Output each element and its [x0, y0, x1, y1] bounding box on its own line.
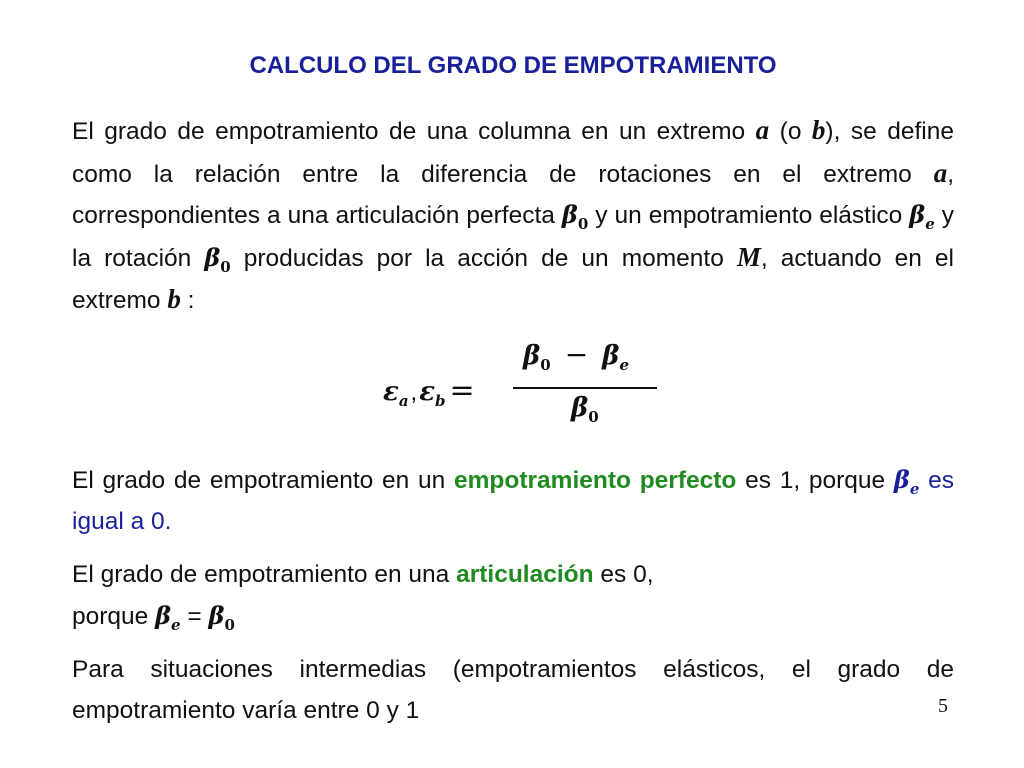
definition-paragraph: El grado de empotramiento de una columna en un extremo a (o b), se define como la relación entre la diferencia de rotaciones en el extremo a, correspondientes a una articulación perfecta $\beta_0$ y un empotramiento elástico $\beta_e$ y la rotación $\beta_0$ producidas por la acción de un momento M, actuando en el extremo b : — [72, 115, 954, 314]
intermediate-paragraph: Para situaciones intermedias (empotramientos elásticos, el grado de empotramiento varía entre 0 y 1 — [72, 656, 954, 724]
symbol-a: a — [933, 157, 948, 188]
beta-0-symbol: $\beta_0$ — [208, 600, 235, 634]
symbol-b: b — [167, 284, 181, 314]
slide-title: CALCULO DEL GRADO DE EMPOTRAMIENTO — [249, 52, 777, 79]
page-number: 5 — [938, 695, 948, 717]
beta-0-symbol: $\beta_0$ — [561, 200, 589, 233]
formula-denominator: $\beta_0$ — [571, 393, 599, 426]
beta-e-symbol: $\beta_e$ — [155, 600, 181, 634]
formula-lhs: $\varepsilon_a,\varepsilon_b$ = — [383, 373, 475, 410]
highlight-empotramiento-perfecto: empotramiento perfecto — [454, 467, 737, 494]
fraction-bar — [513, 387, 657, 389]
symbol-a: a — [755, 115, 770, 145]
beta-e-symbol: $\beta_e$ — [893, 465, 920, 498]
beta-e-symbol: $\beta_e$ — [909, 200, 935, 233]
blue-clause: $\beta_e$ es igual a 0. — [72, 465, 954, 535]
symbol-b: b — [811, 115, 826, 145]
perfect-fixity-paragraph: El grado de empotramiento en un empotramiento perfecto es 1, porque $\beta_e$ es igual a 0. — [72, 465, 954, 535]
formula — [383, 338, 673, 438]
formula-numerator: $\beta_0 - \beta_e$ — [523, 338, 629, 374]
highlight-articulacion: articulación — [456, 561, 594, 588]
hinge-paragraph: El grado de empotramiento en una articulación es 0, porque $\beta_e = \beta_0$ — [72, 561, 654, 634]
symbol-m: M — [736, 241, 761, 272]
beta-0-symbol: $\beta_0$ — [204, 242, 231, 276]
